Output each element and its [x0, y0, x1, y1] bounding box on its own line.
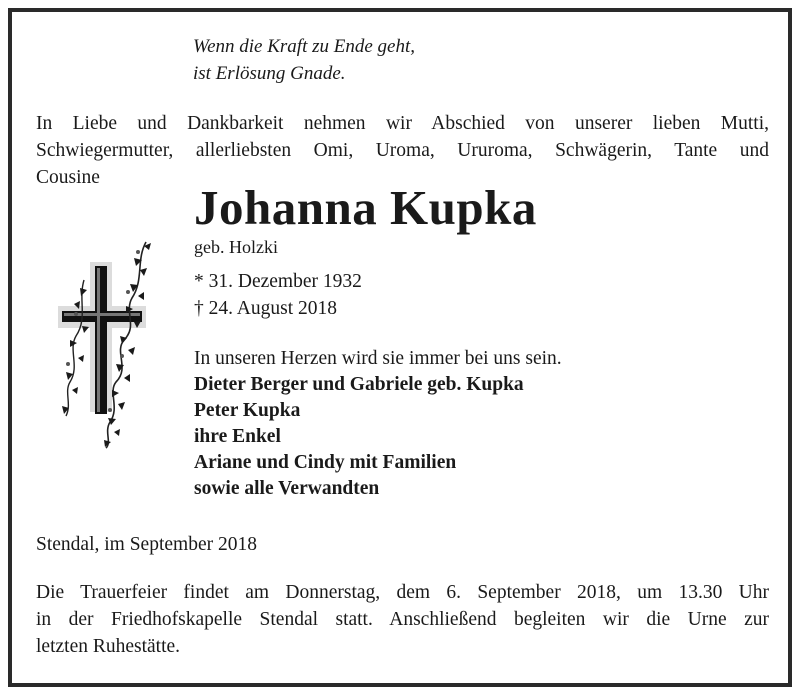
mourners-list	[194, 372, 524, 502]
service-line-1: Die Trauerfeier findet am Donnerstag, dem 6. September 2018, um 13.30 Uhr	[36, 582, 769, 603]
maiden-name: geb. Holzki	[194, 237, 278, 257]
mourner-name: Ariane und Cindy mit Familien	[194, 452, 457, 473]
mourner-name: ihre Enkel	[194, 426, 281, 447]
service-line-3: letzten Ruhestätte.	[36, 636, 181, 657]
intro-line-2: Schwiegermutter, allerliebsten Omi, Uroma, Ururoma, Schwägerin, Tante und	[36, 140, 769, 161]
motto-line-1: Wenn die Kraft zu Ende geht,	[193, 36, 415, 57]
mourner-name: sowie alle Verwandten	[194, 478, 380, 499]
intro-paragraph	[36, 110, 769, 191]
motto	[193, 33, 415, 87]
service-paragraph	[36, 579, 769, 660]
mourner-name: Peter Kupka	[194, 400, 301, 421]
mourner-name: Dieter Berger und Gabriele geb. Kupka	[194, 374, 524, 395]
life-dates	[194, 268, 362, 322]
obituary-notice	[8, 8, 792, 687]
intro-line-1: In Liebe und Dankbarkeit nehmen wir Abschied von unserer lieben Mutti,	[36, 113, 769, 134]
motto-line-2: ist Erlösung Gnade.	[193, 63, 346, 84]
cross-with-ivy-icon	[54, 240, 152, 450]
birth-date: * 31. Dezember 1932	[194, 271, 362, 292]
place-and-date: Stendal, im September 2018	[36, 534, 257, 555]
service-line-2: in der Friedhofskapelle Stendal statt. Anschließend begleiten wir die Urne zur	[36, 609, 769, 630]
death-date: † 24. August 2018	[194, 298, 338, 319]
memorial-sentence: In unseren Herzen wird sie immer bei uns sein.	[194, 348, 562, 369]
intro-line-3: Cousine	[36, 167, 100, 188]
deceased-name: Johanna Kupka	[194, 180, 537, 235]
